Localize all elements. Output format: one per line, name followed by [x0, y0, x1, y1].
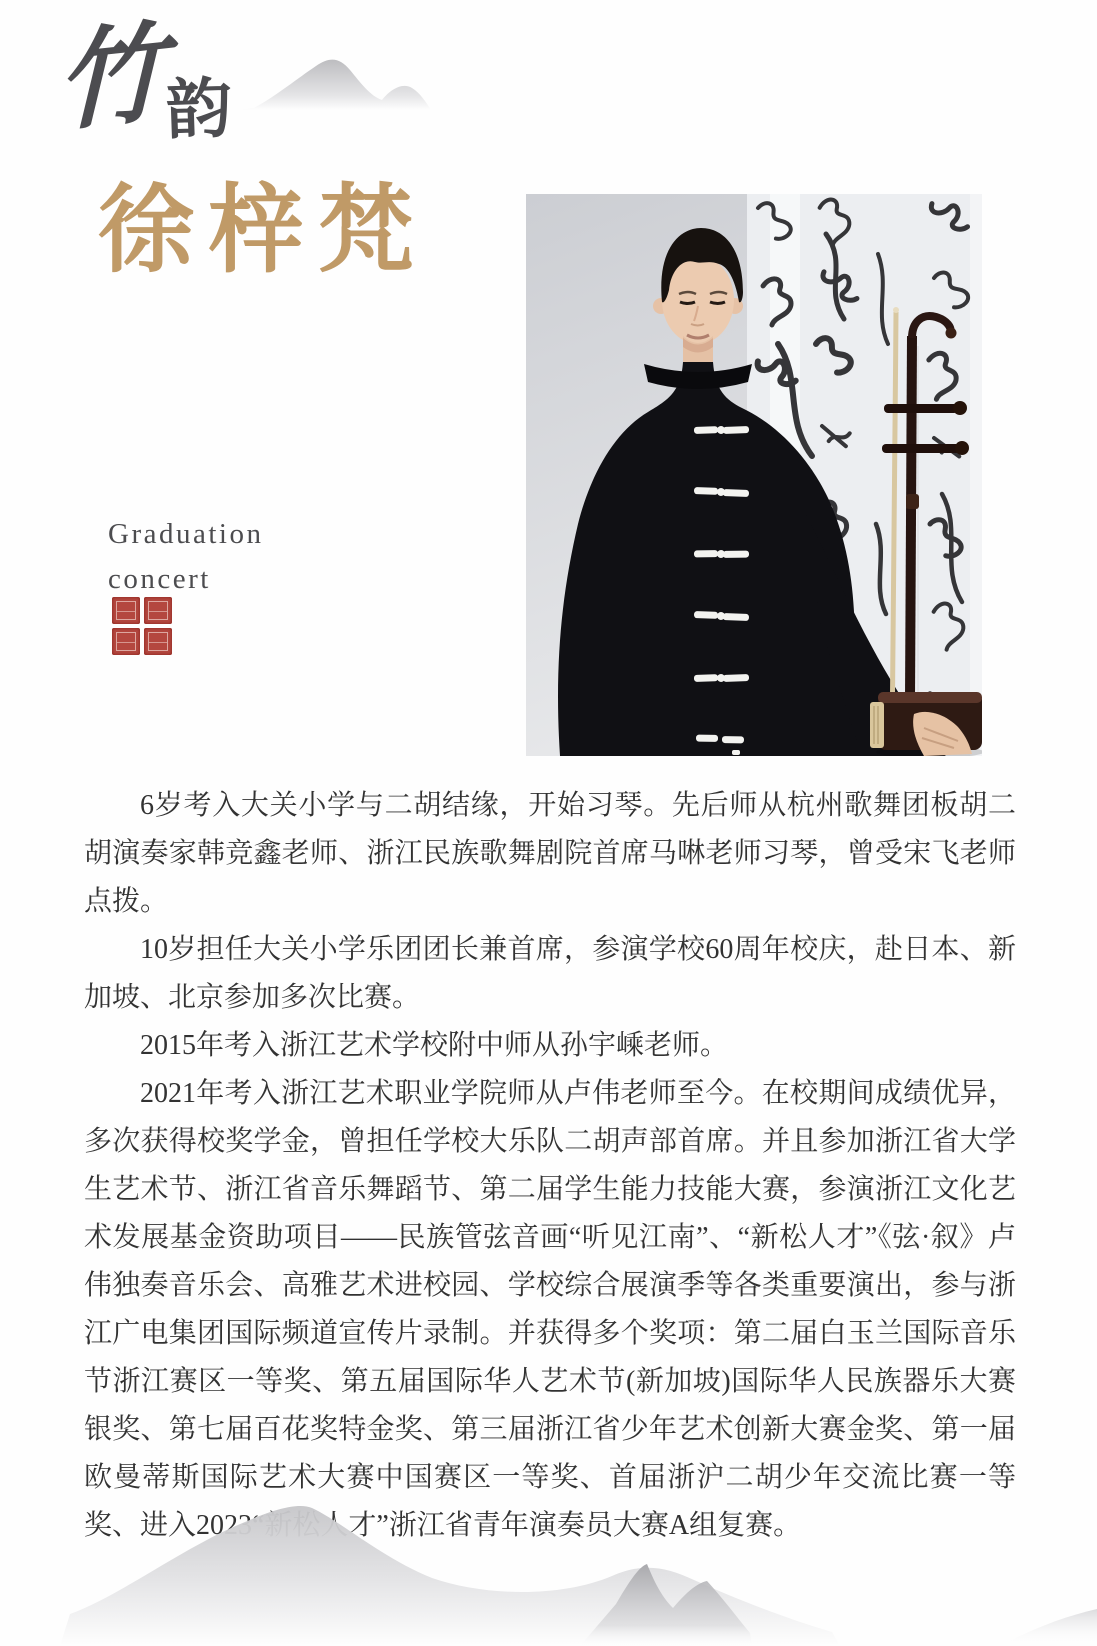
- seal-cell: [112, 628, 140, 655]
- bottom-mountain-decoration: [0, 1446, 1097, 1646]
- logo-character-2: 韵: [164, 72, 234, 149]
- artist-photo: [526, 194, 982, 756]
- top-mountain-decoration: [236, 48, 431, 110]
- event-subtitle: [108, 512, 263, 602]
- bio-paragraph-3: 2015年考入浙江艺术学校附中师从孙宇嵊老师。: [140, 1030, 729, 1061]
- bio-paragraph-4: 2021年考入浙江艺术职业学院师从卢伟老师至今。在校期间成绩优异，多次获得校奖学金，曾担任学校大乐队二胡声部首席。并且参加浙江省大学生艺术节、浙江省音乐舞蹈节、第二届学生能力技能大赛，参演浙江文化艺术发展基金资助项目——民族管弦音画“听见江南”、“新松人才”《弦·叙》卢伟独奏音乐会、高雅艺术进校园、学校综合展演季等各类重要演出，参与浙江广电集团国际频道宣传片录制。并获得多个奖项：第二届白玉兰国际音乐节浙江赛区一等奖、第五届国际华人艺术节(新加坡)国际华人民族器乐大赛银奖、第七届百花奖特金奖、第三届浙江省少年艺术创新大赛金奖、第一届欧曼蒂斯国际艺术大赛中国赛区一等奖、首届浙沪二胡少年交流比赛一等奖、进入2023“新松人才”浙江省青年演奏员大赛A组复赛。: [84, 1078, 1016, 1541]
- event-subtitle-line-1: Graduation: [108, 518, 264, 550]
- erhu-neck: [910, 336, 912, 699]
- artist-photo-illustration: [526, 194, 982, 756]
- brand-logo: [50, 14, 250, 176]
- artist-name: 徐梓梵: [98, 177, 428, 284]
- seal-cell: [112, 597, 140, 624]
- logo-character-1: 竹: [56, 14, 164, 145]
- bio-paragraph-1: 6岁考入大关小学与二胡结缘，开始习琴。先后师从杭州歌舞团板胡二胡演奏家韩竞鑫老师、浙江民族歌舞剧院首席马啉老师习琴，曾受宋飞老师点拨。: [84, 790, 1016, 917]
- bio-paragraph-2: 10岁担任大关小学乐团团长兼首席，参演学校60周年校庆，赴日本、新加坡、北京参加多次比赛。: [84, 934, 1016, 1013]
- bio-section: [84, 782, 1016, 1550]
- seal-cell: [144, 628, 172, 655]
- seal-stamp: [112, 597, 172, 655]
- seal-cell: [144, 597, 172, 624]
- event-subtitle-line-2: concert: [108, 562, 211, 595]
